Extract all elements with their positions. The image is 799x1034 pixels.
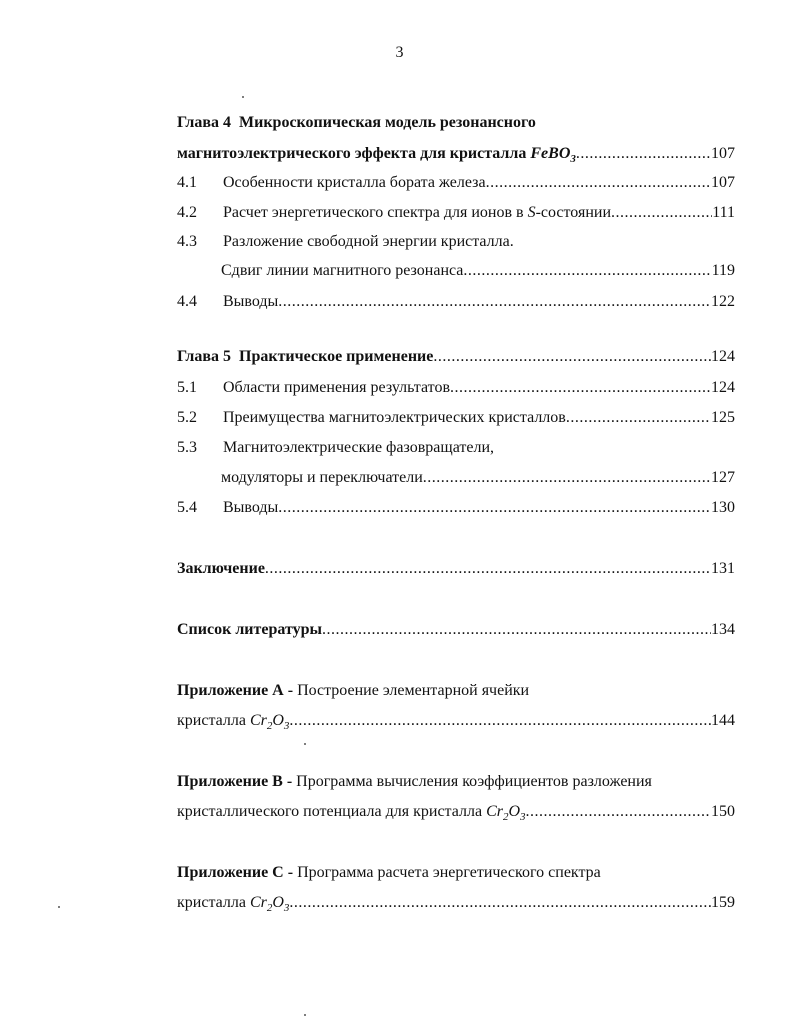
toc-conclusion[interactable]: [177, 558, 735, 580]
section-title: Особенности кристалла бората железа: [223, 174, 486, 191]
leader-dots: [322, 619, 711, 641]
leader-dots: [463, 260, 711, 282]
toc-section-5-4[interactable]: [177, 497, 735, 519]
leader-dots: [611, 202, 712, 224]
appendix-b-line1: Программа вычисления коэффициентов разложения: [296, 773, 652, 790]
section-title: Разложение свободной энергии кристалла.: [223, 233, 514, 250]
scan-speck: [58, 906, 60, 908]
references-title: Список литературы: [177, 621, 322, 638]
toc-ch4-heading[interactable]: [177, 112, 735, 134]
toc-ch4-heading-cont[interactable]: [177, 143, 735, 165]
appendix-b-page: 150: [711, 803, 735, 820]
toc-references[interactable]: [177, 619, 735, 641]
conclusion-title: Заключение: [177, 560, 265, 577]
section-title: Выводы: [223, 499, 279, 516]
section-title: Расчет энергетического спектра для ионов в S-состоянии: [223, 204, 612, 221]
section-number: 5.4: [177, 499, 197, 516]
leader-dots: [278, 291, 711, 313]
appendix-b-line2: кристаллического потенциала для кристалла: [177, 803, 483, 820]
toc-section-5-1[interactable]: [177, 377, 735, 399]
toc-appendix-a[interactable]: [177, 680, 735, 702]
conclusion-page: 131: [711, 560, 735, 577]
formula-cr2o3: $Cr_2O_3$: [486, 803, 526, 824]
toc-section-5-3[interactable]: [177, 437, 735, 459]
toc-section-4-3[interactable]: [177, 231, 735, 253]
page-number: 3: [395, 44, 404, 61]
toc-section-5-3-cont[interactable]: [177, 467, 735, 489]
leader-dots: [526, 801, 711, 823]
leader-dots: [423, 467, 711, 489]
section-page: 111: [712, 204, 735, 221]
leader-dots: [265, 558, 711, 580]
appendix-a-line1: Построение элементарной ячейки: [297, 682, 530, 699]
scan-speck: [304, 1014, 306, 1016]
ch5-page: 124: [711, 348, 735, 365]
toc-appendix-b[interactable]: [177, 771, 735, 793]
section-title: Магнитоэлектрические фазовращатели,: [223, 439, 495, 456]
appendix-c-page: 159: [711, 894, 735, 911]
formula-cr2o3: $Cr_2O_3$: [249, 894, 290, 915]
leader-dots: [289, 892, 711, 914]
section-page: 124: [711, 379, 735, 396]
section-title-cont: Сдвиг линии магнитного резонанса: [221, 262, 464, 279]
toc-appendix-c[interactable]: [177, 862, 735, 884]
toc-section-4-1[interactable]: [177, 172, 735, 194]
appendix-c-line2: кристалла: [177, 894, 246, 911]
section-title-cont: модуляторы и переключатели: [221, 469, 423, 486]
leader-dots: [450, 377, 711, 399]
leader-dots: [433, 346, 711, 368]
leader-dots: [566, 407, 711, 429]
appendix-a-page: 144: [711, 712, 735, 729]
ch4-formula: FeBO$_3$: [530, 145, 576, 166]
section-number: 4.4: [177, 293, 197, 310]
formula-cr2o3: $Cr_2O_3$: [249, 712, 290, 733]
toc-appendix-c-cont[interactable]: [177, 892, 735, 914]
section-number: 5.2: [177, 409, 197, 426]
section-number: 4.3: [177, 233, 197, 250]
toc-section-5-2[interactable]: [177, 407, 735, 429]
section-number: 4.1: [177, 174, 197, 191]
leader-dots: [278, 497, 711, 519]
ch4-label: Глава 4: [177, 114, 231, 131]
references-page: 134: [711, 621, 735, 638]
scan-speck: [304, 743, 306, 745]
toc-section-4-3-cont[interactable]: [177, 260, 735, 282]
appendix-c-line1: Программа расчета энергетического спектра: [297, 864, 601, 881]
appendix-a-label: Приложение А -: [177, 682, 294, 699]
ch4-title-line1: Микроскопическая модель резонансного: [239, 114, 536, 131]
section-page: 127: [711, 469, 735, 486]
section-title: Выводы: [223, 293, 279, 310]
toc-appendix-b-cont[interactable]: [177, 801, 735, 823]
ch5-label: Глава 5: [177, 348, 231, 365]
leader-dots: [576, 143, 711, 165]
section-page: 119: [711, 262, 735, 279]
ch4-page: 107: [711, 145, 735, 162]
section-title: Области применения результатов: [223, 379, 450, 396]
appendix-c-label: Приложение С -: [177, 864, 294, 881]
section-page: 107: [711, 174, 735, 191]
ch4-title-line2: магнитоэлектрического эффекта для кристалла: [177, 145, 527, 162]
ch5-title: Практическое применение: [239, 348, 434, 365]
section-page: 125: [711, 409, 735, 426]
toc-ch5-heading[interactable]: [177, 346, 735, 368]
section-number: 4.2: [177, 204, 197, 221]
appendix-a-line2: кристалла: [177, 712, 246, 729]
section-number: 5.3: [177, 439, 197, 456]
toc-appendix-a-cont[interactable]: [177, 710, 735, 732]
section-title: Преимущества магнитоэлектрических кристаллов: [223, 409, 566, 426]
toc-section-4-4[interactable]: [177, 291, 735, 313]
section-page: 122: [711, 293, 735, 310]
leader-dots: [289, 710, 711, 732]
appendix-b-label: Приложение В -: [177, 773, 293, 790]
section-number: 5.1: [177, 379, 197, 396]
section-page: 130: [711, 499, 735, 516]
toc-section-4-2[interactable]: [177, 202, 735, 224]
leader-dots: [486, 172, 711, 194]
scan-speck: [242, 96, 244, 98]
